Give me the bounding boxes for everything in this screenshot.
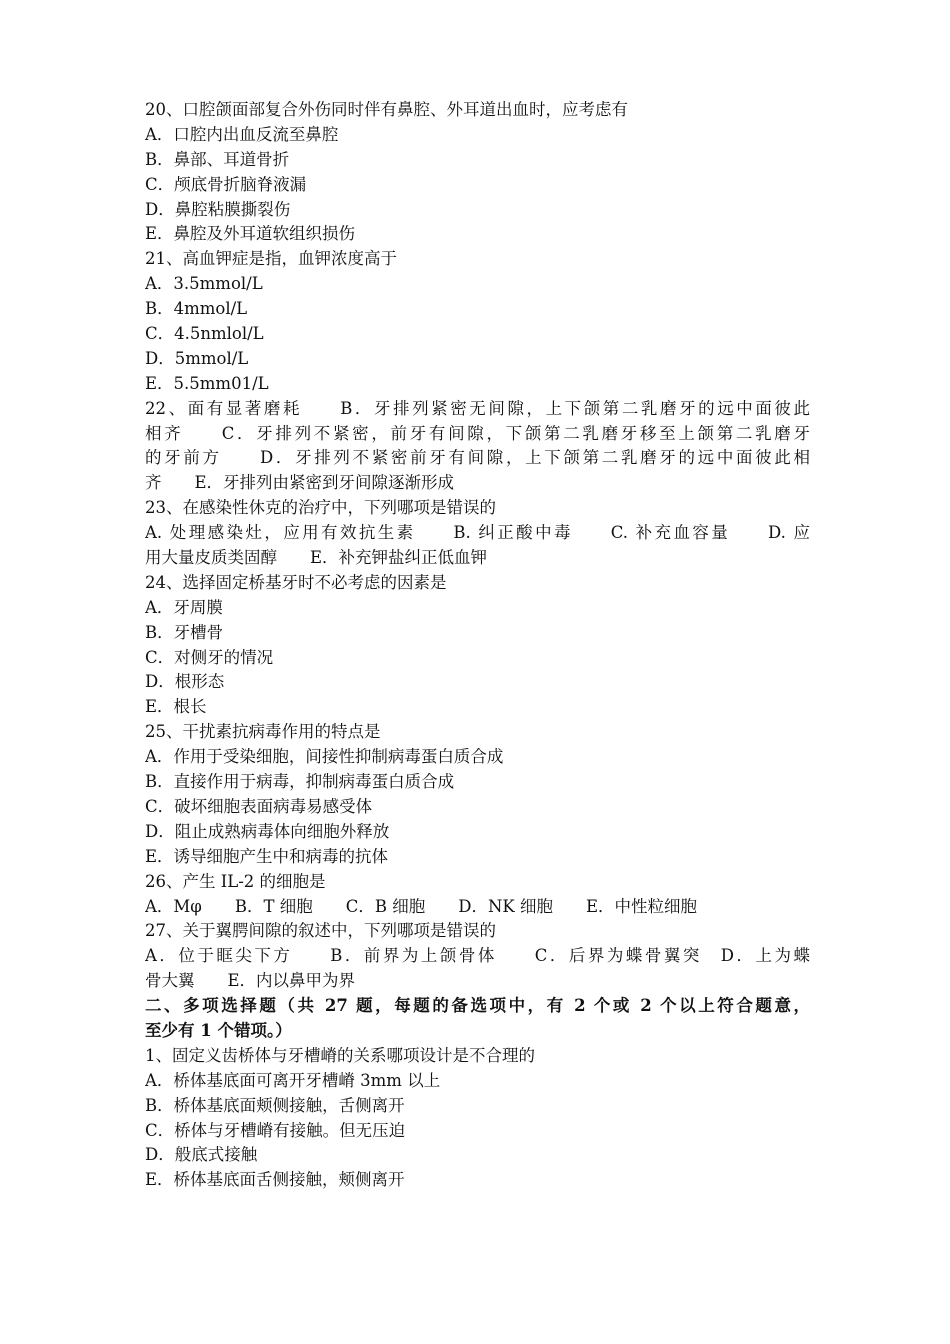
section-heading-line-2: 至少有 1 个错项。）	[145, 1020, 292, 1040]
question-27-options-line-2: 骨大翼 E．内以鼻甲为界	[145, 971, 356, 991]
question-25-option-a: A．作用于受染细胞，间接性抑制病毒蛋白质合成	[145, 747, 504, 767]
document-page	[145, 98, 810, 1193]
question-22-line-1: 22、面有显著磨耗 B．牙排列紧密无间隙，上下颌第二乳磨牙的远中面彼此	[145, 398, 810, 418]
question-25-option-b: B．直接作用于病毒，抑制病毒蛋白质合成	[145, 772, 455, 792]
question-20-option-e: E．鼻腔及外耳道软组织损伤	[145, 224, 356, 244]
section-heading-line-1: 二、多项选择题（共 27 题，每题的备选项中，有 2 个或 2 个以上符合题意，	[145, 996, 810, 1016]
question-24-option-c: C．对侧牙的情况	[145, 647, 274, 667]
question-23-options-line-2: 用大量皮质类固醇 E．补充钾盐纠正低血钾	[145, 548, 488, 568]
question-21-option-b: B．4mmol/L	[145, 299, 248, 319]
multi-question-1-option-d: D．般底式接触	[145, 1145, 258, 1165]
question-24-option-b: B．牙槽骨	[145, 622, 224, 642]
question-25-stem: 25、干扰素抗病毒作用的特点是	[145, 722, 381, 742]
question-21-option-e: E．5.5mm01/L	[145, 373, 269, 393]
question-24-option-a: A．牙周膜	[145, 597, 223, 617]
question-21-option-c: C．4.5nmlol/L	[145, 324, 264, 344]
question-22-line-2: 相齐 C．牙排列不紧密，前牙有间隙，下颌第二乳磨牙移至上颌第二乳磨牙	[145, 423, 810, 443]
question-24-option-d: D．根形态	[145, 672, 225, 692]
question-25-option-c: C．破坏细胞表面病毒易感受体	[145, 796, 373, 816]
question-23-options-line-1: A. 处理感染灶，应用有效抗生素 B. 纠正酸中毒 C. 补充血容量 D. 应	[145, 523, 810, 543]
multi-question-1-option-a: A．桥体基底面可离开牙槽嵴 3mm 以上	[145, 1070, 441, 1090]
question-20-stem: 20、口腔颌面部复合外伤同时伴有鼻腔、外耳道出血时，应考虑有	[145, 100, 628, 119]
question-26-options: A．Mφ B．T 细胞 C．B 细胞 D．NK 细胞 E．中性粒细胞	[145, 896, 698, 916]
question-27-options-line-1: A．位于眶尖下方 B．前界为上颌骨体 C．后界为蝶骨翼突 D．上为蝶	[145, 946, 810, 966]
multi-question-1-option-b: B．桥体基底面颊侧接触，舌侧离开	[145, 1095, 405, 1115]
question-24-option-e: E．根长	[145, 697, 207, 717]
multi-question-1-option-c: C．桥体与牙槽嵴有接触。但无压迫	[145, 1120, 406, 1140]
question-26-stem: 26、产生 IL-2 的细胞是	[145, 871, 326, 891]
question-20-option-d: D．鼻腔粘膜撕裂伤	[145, 199, 291, 219]
multi-question-1-stem: 1、固定义齿桥体与牙槽嵴的关系哪项设计是不合理的	[145, 1045, 535, 1065]
question-20-option-c: C．颅底骨折脑脊液漏	[145, 174, 307, 194]
question-20-option-b: B．鼻部、耳道骨折	[145, 149, 290, 169]
question-22-line-4: 齐 E．牙排列由紧密到牙间隙逐渐形成	[145, 473, 455, 493]
question-27-stem: 27、关于翼腭间隙的叙述中，下列哪项是错误的	[145, 921, 496, 941]
question-25-option-d: D．阻止成熟病毒体向细胞外释放	[145, 821, 390, 841]
question-22-line-3: 的牙前方 D．牙排列不紧密前牙有间隙，上下颌第二乳磨牙的远中面彼此相	[145, 448, 810, 468]
question-25-option-e: E．诱导细胞产生中和病毒的抗体	[145, 846, 389, 866]
question-24-stem: 24、选择固定桥基牙时不必考虑的因素是	[145, 572, 447, 592]
question-21-option-d: D．5mmol/L	[145, 348, 249, 368]
question-23-stem: 23、在感染性休克的治疗中，下列哪项是错误的	[145, 498, 496, 518]
multi-question-1-option-e: E．桥体基底面舌侧接触，颊侧离开	[145, 1170, 405, 1190]
question-21-option-a: A．3.5mmol/L	[145, 274, 263, 294]
question-20-option-a: A．口腔内出血反流至鼻腔	[145, 124, 339, 144]
question-21-stem: 21、高血钾症是指，血钾浓度高于	[145, 249, 397, 269]
